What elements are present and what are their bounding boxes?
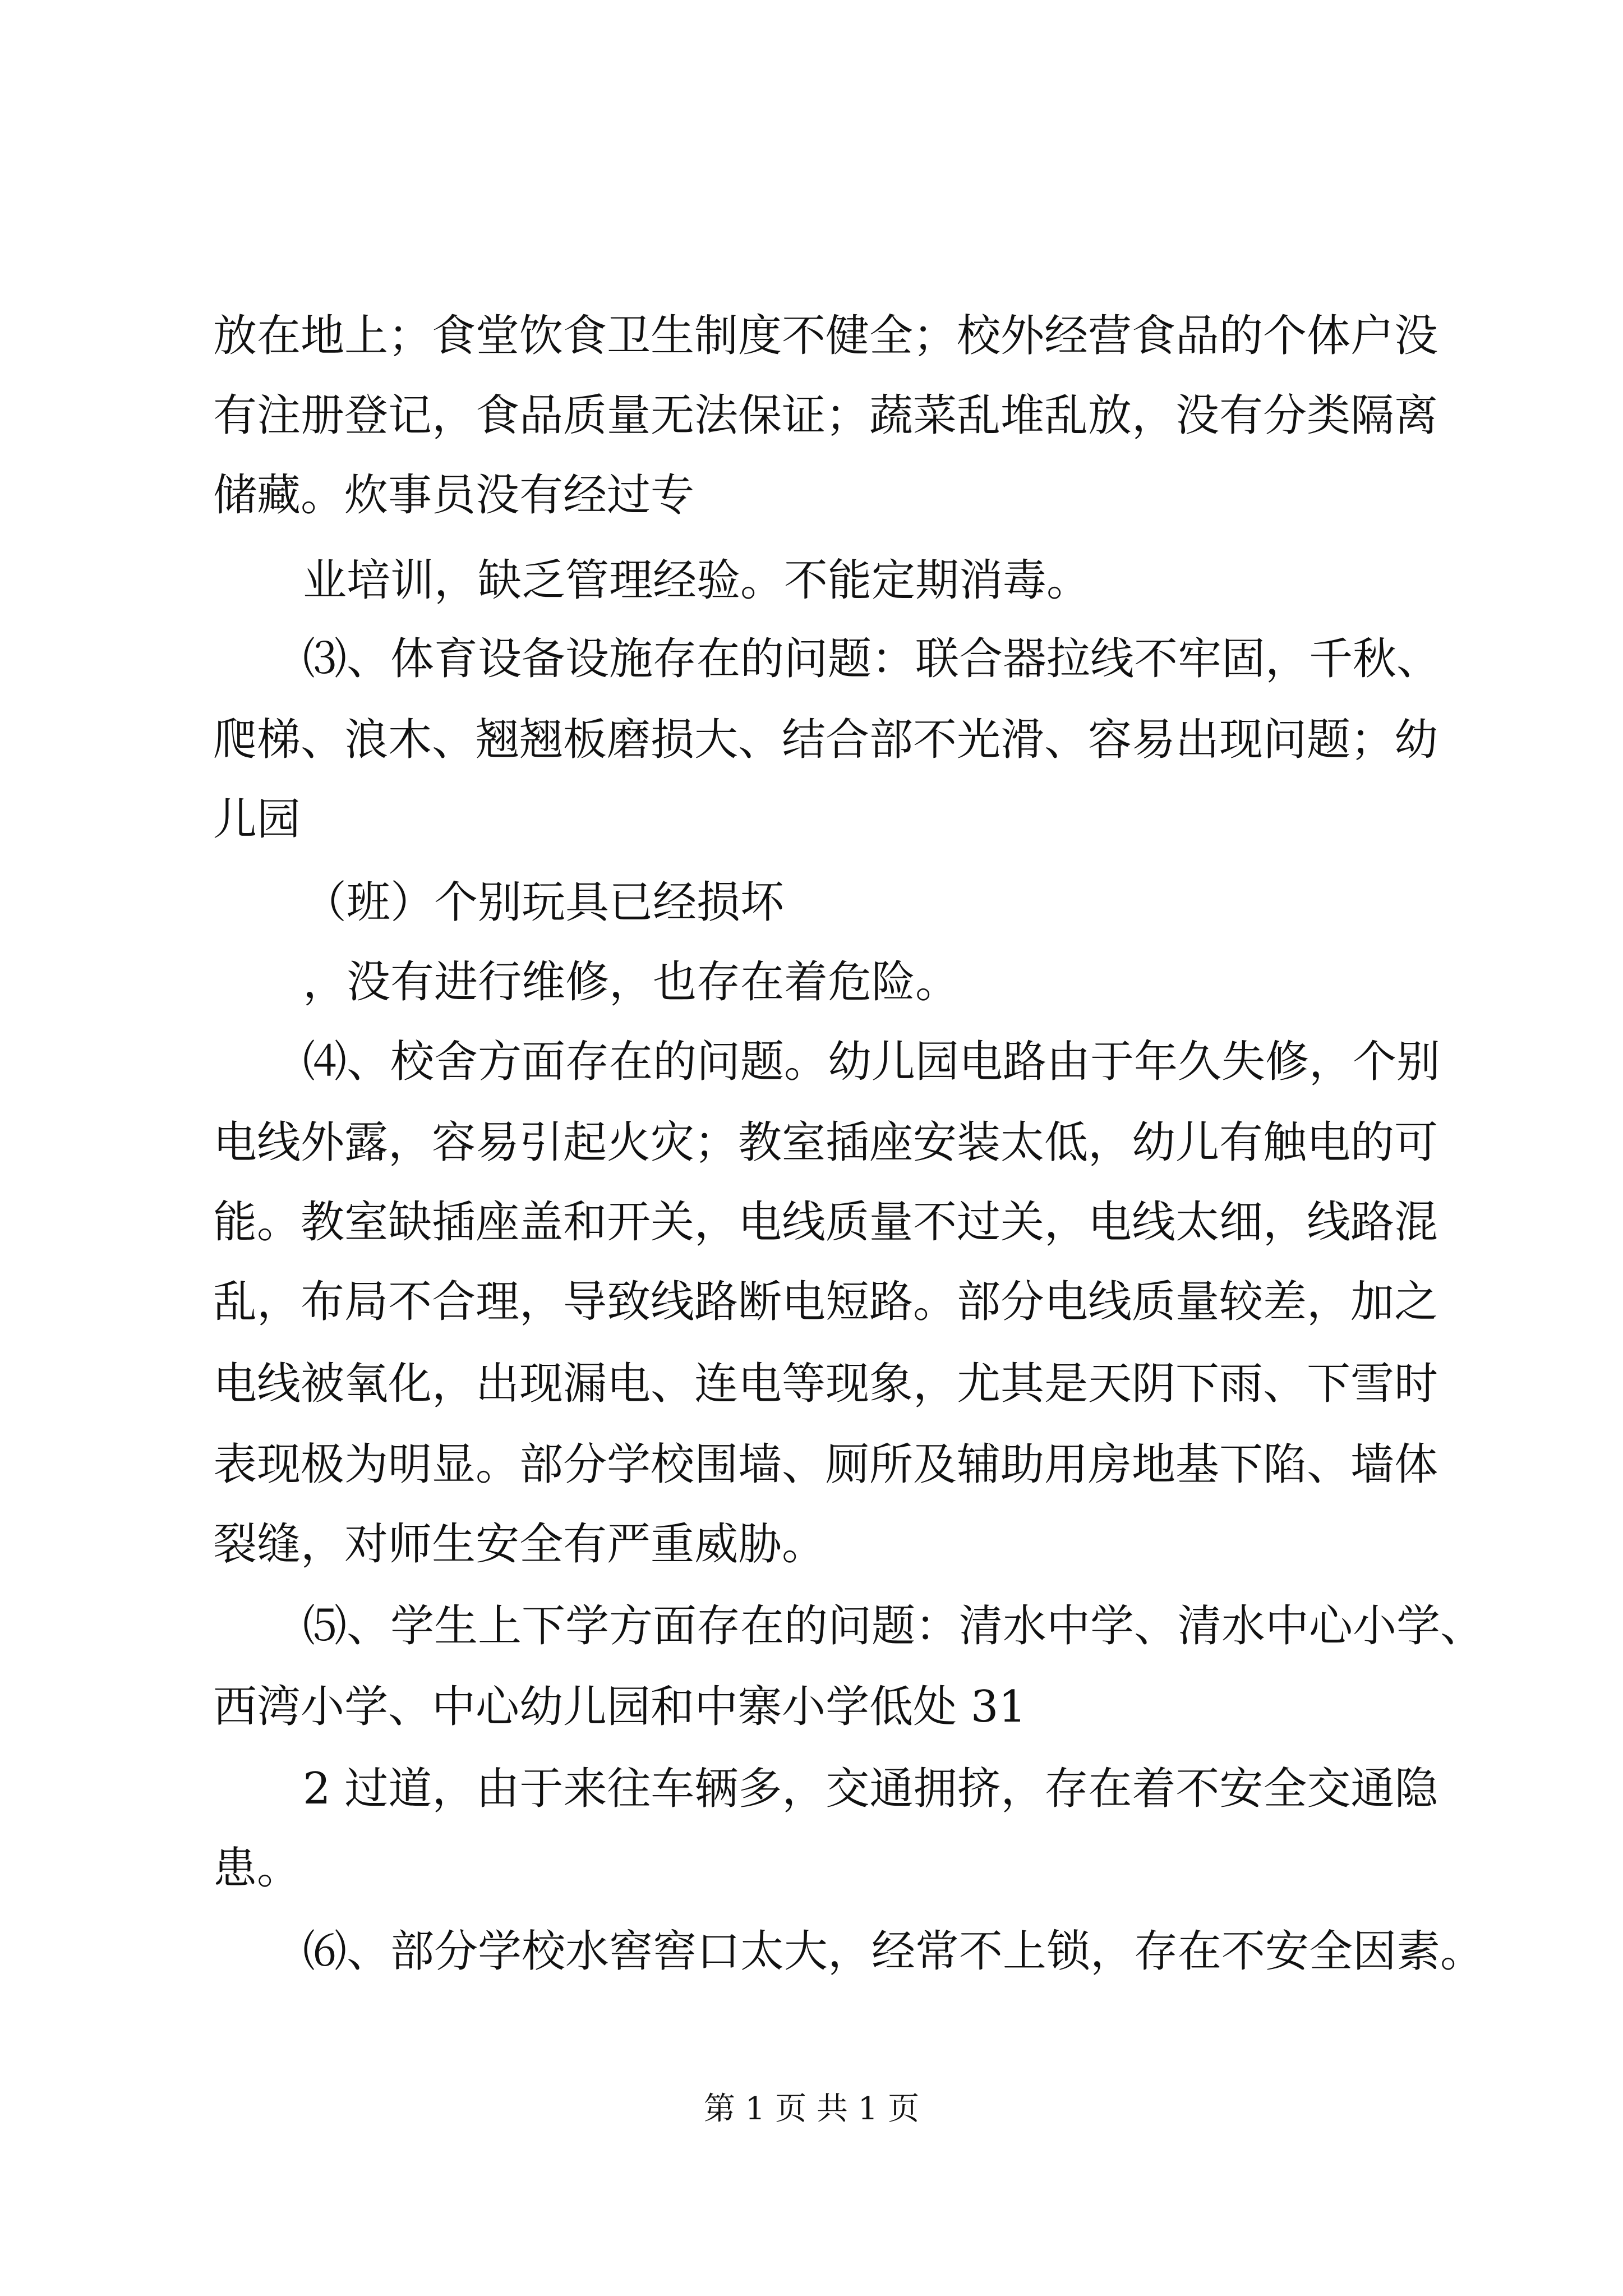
- page-footer: 第 1 页 共 1 页: [703, 2091, 920, 2127]
- body-text-line: 储藏。炊事员没有经过专: [213, 470, 695, 521]
- body-text-line: 业培训，缺乏管理经验。不能定期消毒。: [303, 555, 1091, 606]
- body-text-line: 裂缝，对师生安全有严重威胁。: [213, 1519, 826, 1570]
- section-3-heading-line: ⑶、体育设备设施存在的问题：联合器拉线不牢固，千秋、: [303, 634, 1441, 684]
- body-text-line: 表现极为明显。部分学校围墙、厕所及辅助用房地基下陷、墙体: [213, 1439, 1438, 1490]
- section-5-heading-line: ⑸、学生上下学方面存在的问题：清水中学、清水中心小学、: [303, 1601, 1484, 1651]
- section-4-heading-line: ⑷、校舍方面存在的问题。幼儿园电路由于年久失修，个别: [303, 1037, 1441, 1087]
- body-text-line: 电线外露，容易引起火灾；教室插座安装太低，幼儿有触电的可: [213, 1117, 1438, 1168]
- body-text-line: ，没有进行维修，也存在着危险。: [303, 957, 960, 1007]
- body-text-line: （班）个别玩具已经损坏: [303, 877, 785, 928]
- body-text-line: 西湾小学、中心幼儿园和中寨小学低处 31: [213, 1682, 1027, 1732]
- body-text-line: 儿园: [213, 794, 301, 845]
- body-text-line: 2 过道，由于来往车辆多，交通拥挤，存在着不安全交通隐: [303, 1764, 1438, 1814]
- body-text-line: 乱，布局不合理，导致线路断电短路。部分电线质量较差，加之: [213, 1277, 1438, 1327]
- body-text-line: 能。教室缺插座盖和开关，电线质量不过关，电线太细，线路混: [213, 1197, 1438, 1248]
- body-text-line: 有注册登记，食品质量无法保证；蔬菜乱堆乱放，没有分类隔离: [213, 390, 1438, 441]
- section-6-heading-line: ⑹、部分学校水窖窖口太大，经常不上锁，存在不安全因素。: [303, 1926, 1484, 1977]
- body-text-line: 放在地上；食堂饮食卫生制度不健全；校外经营食品的个体户没: [213, 311, 1438, 361]
- body-text-line: 电线被氧化，出现漏电、连电等现象，尤其是天阴下雨、下雪时: [213, 1359, 1438, 1409]
- body-text-line: 患。: [213, 1843, 301, 1894]
- body-text-line: 爬梯、浪木、翘翘板磨损大、结合部不光滑、容易出现问题；幼: [213, 715, 1438, 765]
